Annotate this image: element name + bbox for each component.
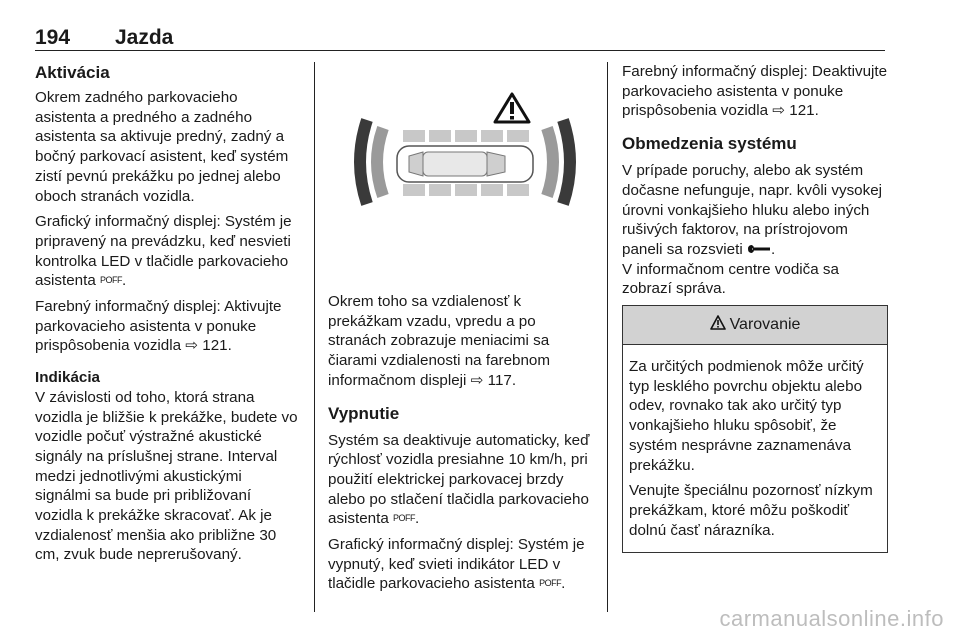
side-bar bbox=[507, 130, 529, 142]
column-divider-1 bbox=[314, 62, 315, 612]
page-header bbox=[35, 26, 885, 51]
rear-outer-arc bbox=[360, 120, 367, 204]
side-bar bbox=[481, 130, 503, 142]
front-outer-arc bbox=[563, 120, 570, 204]
park-assist-icon: POFF bbox=[539, 578, 562, 589]
wrench-icon bbox=[747, 241, 771, 258]
side-bar bbox=[507, 184, 529, 196]
indication-text: V závislosti od toho, ktorá strana vozidla je bližšie k prekážke, budete vo vozidle počuť výstražné akustické signály na príslušnej strane. Interval medzi jednotlivými akustickými signálmi sa bude pri približovaní vozidla k prekážke skracovať. Ak je vzdialenosť menšia ako približne 30 cm, zvuk bude neprerušovaný. bbox=[35, 388, 298, 564]
side-bar bbox=[403, 130, 425, 142]
system-limits-heading: Obmedzenia systému bbox=[622, 134, 797, 154]
warning-header bbox=[623, 306, 887, 345]
watermark: carmanualsonline.info bbox=[719, 606, 944, 631]
warning-text-1: Za určitých podmienok môže určitý typ lesklého povrchu objektu alebo odev, rovnako tak ako určitý typ vonkajšieho hluku spôsobiť, že systém nesprávne zaznamenáva prekážku. bbox=[629, 358, 864, 474]
system-limits-text-1: V prípade poruchy, alebo ak systém dočasne nefunguje, napr. kvôli vysokej úrovni vonkajšieho hluku alebo iných rušivých faktorov, na prístrojovom paneli sa rozsvieti . bbox=[622, 162, 883, 258]
warning-body bbox=[623, 345, 887, 552]
column-3 bbox=[622, 62, 888, 553]
parking-sensor-illustration bbox=[345, 92, 585, 237]
activation-text-1: Okrem zadného parkovacieho asistenta a predného a zadného asistenta sa aktivuje predný, zadný a bočný parkovací asistent, keď systém zistí pevnú prekážku po jednej alebo oboch stranách vozidla. bbox=[35, 89, 289, 205]
side-bar bbox=[455, 130, 477, 142]
activation-text-3: Farebný informačný displej: Aktivujte parkovacieho asistenta v ponuke prispôsobenia vozidla ⇨ 121. bbox=[35, 298, 282, 355]
park-assist-icon: POFF bbox=[100, 275, 123, 286]
section-title: Jazda bbox=[115, 26, 174, 49]
column-2 bbox=[328, 292, 596, 600]
reference-arrow-icon: ⇨ bbox=[470, 371, 484, 389]
indication-heading: Indikácia bbox=[35, 369, 100, 387]
activation-text-2: Grafický informačný displej: Systém je pripravený na prevádzku, keď nesvieti kontrolka LED v tlačidle parkovacieho asistenta POFF. bbox=[35, 213, 292, 290]
color-display-text: Farebný informačný displej: Deaktivujte parkovacieho asistenta v ponuke prispôsobenia vozidla ⇨ 121. bbox=[622, 63, 888, 120]
column-1 bbox=[35, 62, 300, 571]
activation-heading: Aktivácia bbox=[35, 63, 110, 82]
side-bar bbox=[455, 184, 477, 196]
side-bar bbox=[429, 130, 451, 142]
side-bar bbox=[429, 184, 451, 196]
side-bar bbox=[403, 184, 425, 196]
front-inner-arc bbox=[547, 128, 553, 196]
column-divider-2 bbox=[607, 62, 608, 612]
reference-arrow-icon: ⇨ bbox=[185, 337, 199, 355]
car-windshield bbox=[487, 152, 505, 176]
warning-text-2: Venujte špeciálnu pozornosť nízkym prekážkam, ktoré môžu poškodiť dolnú časť nárazníka. bbox=[629, 482, 873, 539]
warning-box bbox=[622, 305, 888, 553]
page-number: 194 bbox=[35, 26, 71, 49]
deactivation-heading: Vypnutie bbox=[328, 403, 400, 423]
reference-arrow-icon: ⇨ bbox=[772, 102, 786, 120]
park-assist-icon: POFF bbox=[393, 513, 416, 524]
rear-inner-arc bbox=[377, 128, 383, 196]
distance-display-text: Okrem toho sa vzdialenosť k prekážkam vzadu, vpredu a po stranách zobrazuje meniacimi sa čiarami vzdialenosti na farebnom informačnom displeji ⇨ 117. bbox=[328, 293, 551, 389]
deactivation-text-1: Systém sa deaktivuje automaticky, keď rýchlosť vozidla presiahne 10 km/h, pri použití elektrickej parkovacej brzdy alebo po stlačení tlačidla parkovacieho asistenta POFF. bbox=[328, 431, 590, 528]
deactivation-text-2: Grafický informačný displej: Systém je vypnutý, keď svieti indikátor LED v tlačidle parkovacieho asistenta POFF. bbox=[328, 536, 585, 593]
car-rear-window bbox=[409, 152, 423, 176]
warning-title: Varovanie bbox=[729, 316, 801, 334]
system-limits-text-2: V informačnom centre vodiča sa zobrazí správa. bbox=[622, 260, 839, 298]
car-roof bbox=[423, 152, 487, 176]
side-bar bbox=[481, 184, 503, 196]
warning-icon bbox=[710, 315, 726, 336]
